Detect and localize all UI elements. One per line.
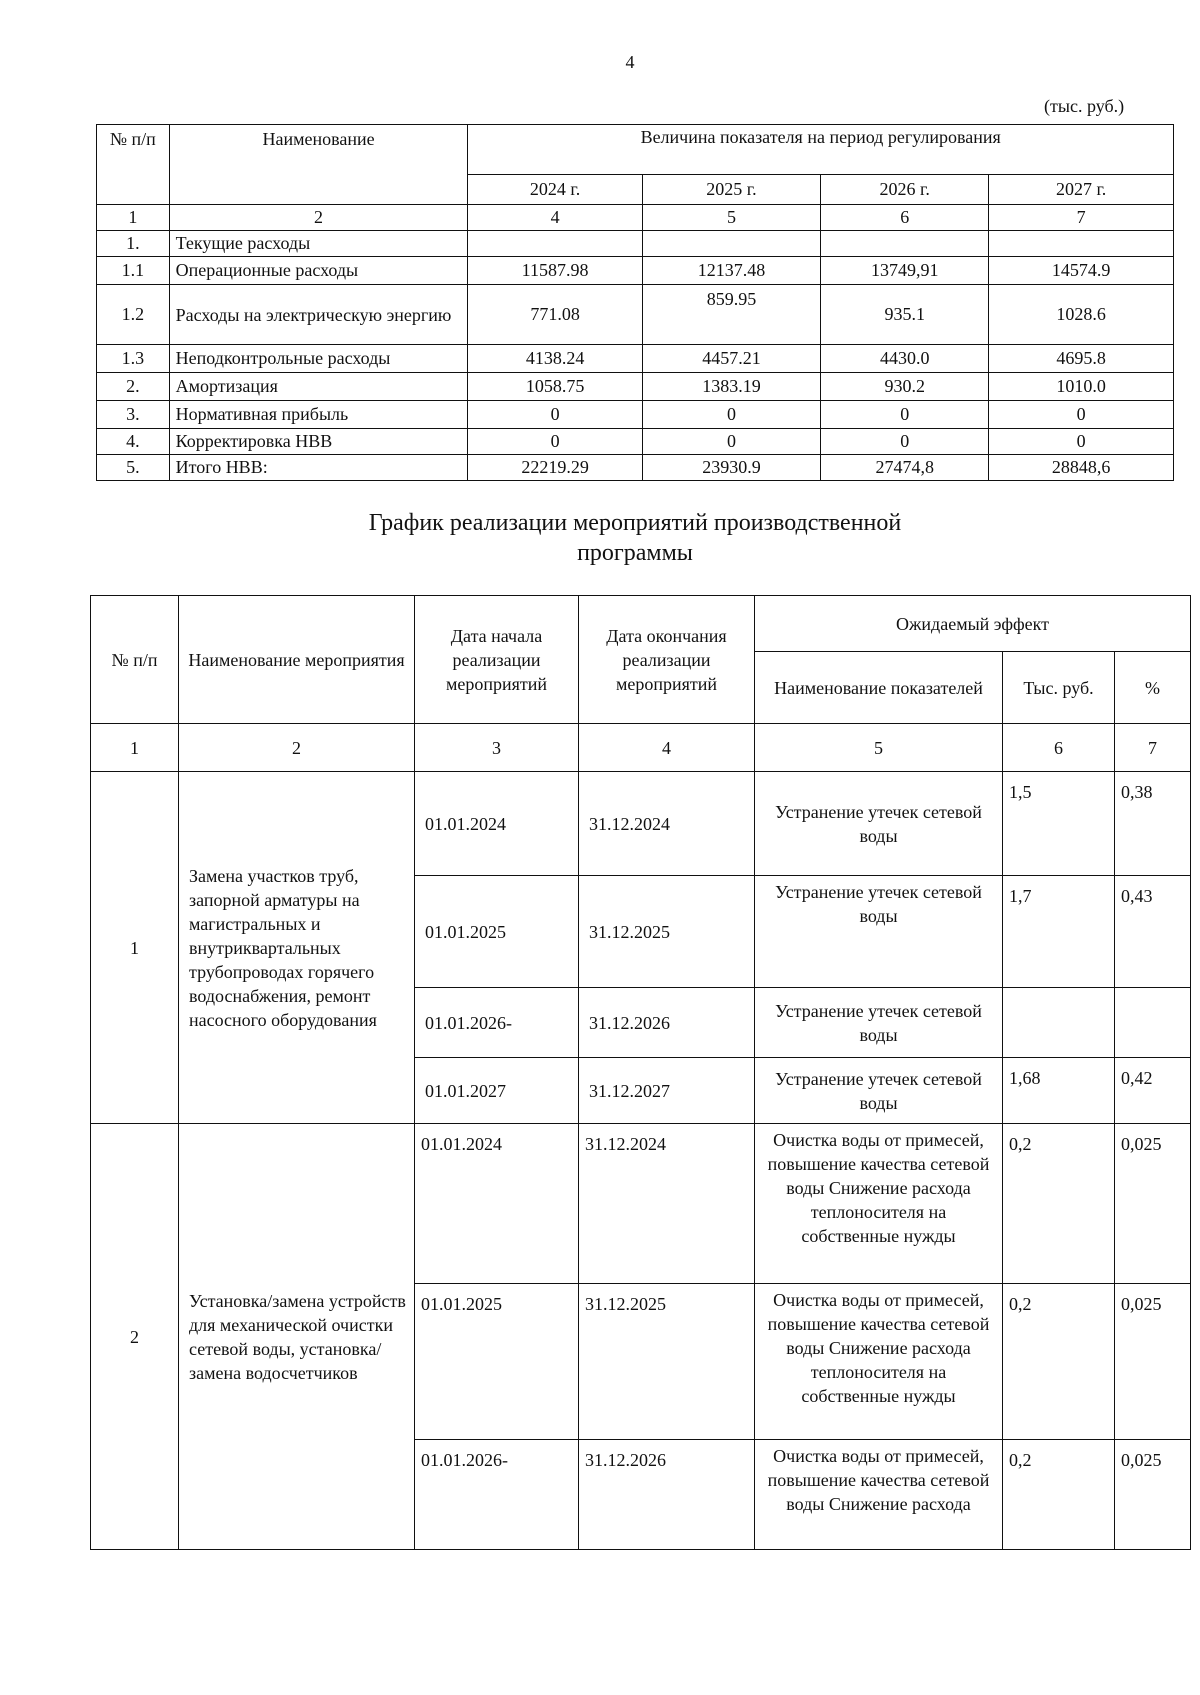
header-year: 2025 г. [642, 175, 820, 205]
table-row [97, 455, 1174, 481]
nvv-table [96, 124, 1174, 481]
value-thousand-rub [1003, 988, 1115, 1058]
row-num: 1.3 [97, 345, 170, 373]
row-name: Итого НВВ: [169, 455, 468, 481]
indicator-name: Очистка воды от примесей, повышение качества сетевой воды Снижение расхода теплоносителя на собственные нужды [755, 1124, 1003, 1284]
row-value: 4430.0 [821, 345, 989, 373]
header-indicator: Наименование показателей [755, 652, 1003, 724]
table-row [97, 257, 1174, 285]
row-value: 0 [821, 429, 989, 455]
header-end-date: Дата окончания реализации мероприятий [579, 596, 755, 724]
start-date: 01.01.2024 [415, 1124, 579, 1284]
row-value: 27474,8 [821, 455, 989, 481]
row-value: 0 [642, 429, 820, 455]
row-num: 1. [97, 231, 170, 257]
row-value: 0 [468, 429, 642, 455]
value-percent [1115, 988, 1191, 1058]
row-value: 28848,6 [989, 455, 1174, 481]
header-event-name: Наименование мероприятия [179, 596, 415, 724]
row-value: 0 [989, 401, 1174, 429]
start-date: 01.01.2025 [415, 1284, 579, 1440]
row-value: 0 [989, 429, 1174, 455]
row-name: Нормативная прибыль [169, 401, 468, 429]
row-name: Операционные расходы [169, 257, 468, 285]
value-thousand-rub: 1,7 [1003, 876, 1115, 988]
index-cell: 4 [468, 205, 642, 231]
index-cell: 7 [989, 205, 1174, 231]
header-effect: Ожидаемый эффект [755, 596, 1191, 652]
units-label: (тыс. руб.) [1044, 96, 1125, 116]
row-value [989, 231, 1174, 257]
value-percent: 0,025 [1115, 1284, 1191, 1440]
row-value: 0 [821, 401, 989, 429]
row-name: Расходы на электрическую энергию [169, 285, 468, 345]
index-cell: 6 [1003, 724, 1115, 772]
row-value: 1058.75 [468, 373, 642, 401]
row-value: 0 [468, 401, 642, 429]
header-year: 2026 г. [821, 175, 989, 205]
table-row [97, 231, 1174, 257]
row-value: 859.95 [642, 285, 820, 345]
row-value: 23930.9 [642, 455, 820, 481]
row-value: 935.1 [821, 285, 989, 345]
value-thousand-rub: 1,68 [1003, 1058, 1115, 1124]
row-value: 4695.8 [989, 345, 1174, 373]
end-date: 31.12.2025 [579, 1284, 755, 1440]
start-date: 01.01.2026- [415, 1440, 579, 1550]
page-number: 4 [625, 52, 635, 72]
header-year: 2027 г. [989, 175, 1174, 205]
index-row [91, 724, 1191, 772]
row-value: 1383.19 [642, 373, 820, 401]
schedule-table [90, 595, 1191, 1550]
group-num: 1 [91, 772, 179, 1124]
row-num: 1.1 [97, 257, 170, 285]
indicator-name: Устранение утечек сетевой воды [755, 1058, 1003, 1124]
index-cell: 3 [415, 724, 579, 772]
table-row [97, 429, 1174, 455]
row-name: Корректировка НВВ [169, 429, 468, 455]
row-name: Неподконтрольные расходы [169, 345, 468, 373]
start-date: 01.01.2025 [415, 876, 579, 988]
start-date: 01.01.2027 [415, 1058, 579, 1124]
end-date: 31.12.2025 [579, 876, 755, 988]
end-date: 31.12.2026 [579, 1440, 755, 1550]
index-cell: 5 [642, 205, 820, 231]
group-name: Замена участков труб, запорной арматуры на магистральных и внутриквартальных трубопроводах горячего водоснабжения, ремонт насосного оборудования [179, 772, 415, 1124]
start-date: 01.01.2024 [415, 772, 579, 876]
row-num: 2. [97, 373, 170, 401]
indicator-name: Устранение утечек сетевой воды [755, 876, 1003, 988]
table-row [97, 285, 1174, 345]
indicator-name: Очистка воды от примесей, повышение качества сетевой воды Снижение расхода [755, 1440, 1003, 1550]
row-value: 1010.0 [989, 373, 1174, 401]
index-cell: 4 [579, 724, 755, 772]
header-num: № п/п [91, 596, 179, 724]
end-date: 31.12.2026 [579, 988, 755, 1058]
table-row [91, 772, 1191, 876]
value-thousand-rub: 0,2 [1003, 1440, 1115, 1550]
table-row [97, 373, 1174, 401]
value-percent: 0,025 [1115, 1124, 1191, 1284]
table-row [97, 345, 1174, 373]
row-num: 1.2 [97, 285, 170, 345]
group-name: Установка/замена устройств для механической очистки сетевой воды, установка/замена водосчетчиков [179, 1124, 415, 1550]
row-value [642, 231, 820, 257]
end-date: 31.12.2024 [579, 772, 755, 876]
header-start-date: Дата начала реализации мероприятий [415, 596, 579, 724]
indicator-name: Очистка воды от примесей, повышение качества сетевой воды Снижение расхода теплоносителя на собственные нужды [755, 1284, 1003, 1440]
row-name: Текущие расходы [169, 231, 468, 257]
row-value: 14574.9 [989, 257, 1174, 285]
header-name: Наименование [169, 125, 468, 205]
value-percent: 0,42 [1115, 1058, 1191, 1124]
header-year: 2024 г. [468, 175, 642, 205]
row-value: 22219.29 [468, 455, 642, 481]
indicator-name: Устранение утечек сетевой воды [755, 988, 1003, 1058]
value-thousand-rub: 0,2 [1003, 1124, 1115, 1284]
header-num: № п/п [97, 125, 170, 205]
row-value: 771.08 [468, 285, 642, 345]
row-value [821, 231, 989, 257]
group-num: 2 [91, 1124, 179, 1550]
table-row [97, 401, 1174, 429]
end-date: 31.12.2027 [579, 1058, 755, 1124]
table-row [91, 1124, 1191, 1284]
row-num: 4. [97, 429, 170, 455]
end-date: 31.12.2024 [579, 1124, 755, 1284]
value-percent: 0,025 [1115, 1440, 1191, 1550]
value-percent: 0,38 [1115, 772, 1191, 876]
row-value: 11587.98 [468, 257, 642, 285]
index-cell: 2 [179, 724, 415, 772]
value-percent: 0,43 [1115, 876, 1191, 988]
start-date: 01.01.2026- [415, 988, 579, 1058]
row-value: 13749,91 [821, 257, 989, 285]
header-thousand-rub: Тыс. руб. [1003, 652, 1115, 724]
row-num: 5. [97, 455, 170, 481]
row-value [468, 231, 642, 257]
index-cell: 1 [97, 205, 170, 231]
row-value: 4457.21 [642, 345, 820, 373]
index-cell: 7 [1115, 724, 1191, 772]
row-value: 0 [642, 401, 820, 429]
row-value: 12137.48 [642, 257, 820, 285]
value-thousand-rub: 0,2 [1003, 1284, 1115, 1440]
index-cell: 2 [169, 205, 468, 231]
row-value: 1028.6 [989, 285, 1174, 345]
index-cell: 6 [821, 205, 989, 231]
header-percent: % [1115, 652, 1191, 724]
value-thousand-rub: 1,5 [1003, 772, 1115, 876]
header-period: Величина показателя на период регулирования [468, 125, 1174, 175]
row-value: 4138.24 [468, 345, 642, 373]
section-title: График реализации мероприятий производственной программы [368, 510, 902, 566]
index-cell: 1 [91, 724, 179, 772]
indicator-name: Устранение утечек сетевой воды [755, 772, 1003, 876]
row-value: 930.2 [821, 373, 989, 401]
index-cell: 5 [755, 724, 1003, 772]
row-name: Амортизация [169, 373, 468, 401]
index-row [97, 205, 1174, 231]
row-num: 3. [97, 401, 170, 429]
